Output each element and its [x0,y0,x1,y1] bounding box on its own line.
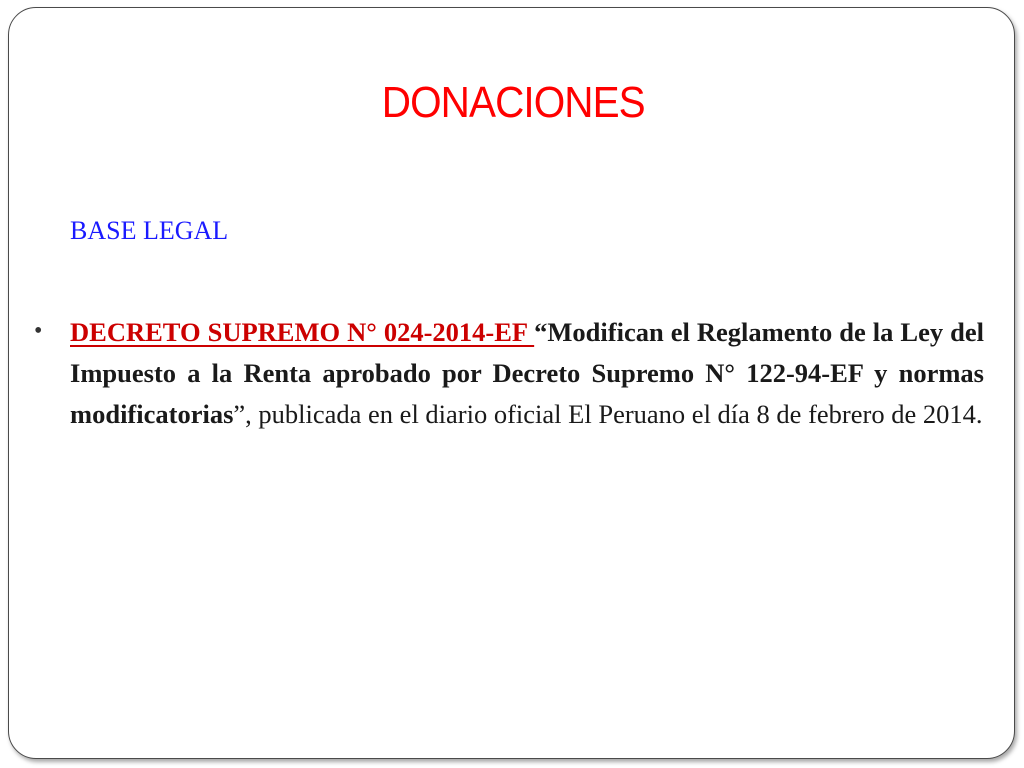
decreto-title-quote: “Modifican el Reglamento de la Ley del Impuesto a la Renta aprobado por Decreto Supremo N° 122-94-EF y normas modificatorias [70,317,984,429]
section-subtitle: BASE LEGAL [70,216,229,245]
bullet-paragraph [70,312,984,435]
decreto-reference: DECRETO SUPREMO N° 024-2014-EF [70,317,535,347]
publication-note: ”, publicada en el diario oficial El Peruano el día 8 de febrero de 2014. [233,399,983,429]
slide-title: DONACIONES [381,78,645,127]
bullet-marker: • [34,318,43,344]
